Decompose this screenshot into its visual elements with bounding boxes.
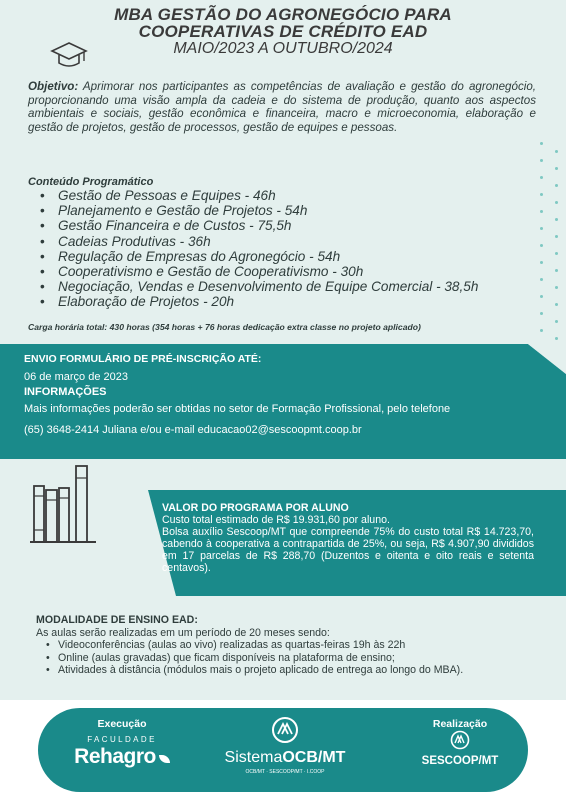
faculty-label: FACULDADE	[87, 735, 157, 744]
ocb-name: OCB/MT	[282, 749, 346, 766]
ocb-system-word: Sistema	[224, 749, 283, 766]
list-item: • Regulação de Empresas do Agronegócio - 54h	[58, 249, 548, 264]
teaching-mode-list	[36, 639, 546, 677]
total-hours: Carga horária total: 430 horas (354 horas + 76 horas dedicação extra classe no projeto aplicado)	[28, 322, 421, 332]
sescoop-logo-text: SESCOOP/MT	[421, 755, 499, 767]
registration-info	[24, 353, 544, 437]
objective-body: Aprimorar nos participantes as competências de avaliação e gestão do agronegócio, proporcionando uma visão ampla da cadeia e do sistema de produção, quanto aos aspectos ambientais e sociais, gestão econômica e financeira, macro e microeconomia, elaboração e gestão de projetos, gestão de processos, gestão de equipes e pessoas.	[28, 80, 536, 134]
list-item: • Planejamento e Gestão de Projetos - 54h	[58, 203, 548, 218]
ocb-emblem-icon	[270, 716, 300, 744]
course-dates: MAIO/2023 A OUTUBRO/2024	[173, 40, 393, 57]
leaf-icon	[159, 755, 170, 763]
rehagro-logo	[62, 745, 182, 769]
list-item: • Negociação, Vendas e Desenvolvimento de Equipe Comercial - 38,5h	[58, 279, 548, 294]
rehagro-wordmark: Rehagro	[74, 745, 156, 768]
list-item: • Online (aulas gravadas) que ficam disponíveis na plataforma de ensino;	[58, 652, 546, 665]
objective-text	[28, 80, 536, 134]
contact-text: (65) 3648-2414 Juliana e/ou e-mail educacao02@sescoopmt.coop.br	[24, 424, 362, 436]
registration-heading: ENVIO FORMULÁRIO DE PRÉ-INSCRIÇÃO ATÉ:	[24, 353, 262, 365]
price-total: Custo total estimado de R$ 19.931,60 por aluno.	[162, 514, 390, 526]
books-icon	[30, 460, 100, 560]
registration-date: 06 de março de 2023	[24, 371, 128, 383]
price-info	[162, 502, 534, 574]
program-list	[28, 188, 548, 310]
teaching-mode	[36, 614, 546, 677]
list-item: • Atividades à distância (módulos mais o projeto aplicado de entrega ao longo do MBA).	[58, 664, 546, 677]
price-details: Bolsa auxílio Sescoop/MT que compreende 75% do custo total R$ 14.723,70, cabendo à cooperativa a contrapartida de 25%, ou seja, R$ 4.907,90 divididos em 17 parcelas de R$ 288,70 (Duzentos e oitenta e oito reais e setenta centavos).	[162, 526, 534, 574]
title-line1: MBA GESTÃO DO AGRONEGÓCIO PARA	[114, 5, 452, 24]
execution-label: Execução	[97, 718, 147, 730]
ocb-subtitle: OCB/MT · SESCOOP/MT · I.COOP	[245, 769, 325, 775]
ocb-logo	[210, 716, 360, 775]
program-content-heading: Conteúdo Programático	[28, 176, 154, 188]
title-line2: COOPERATIVAS DE CRÉDITO EAD	[138, 22, 428, 41]
info-text: Mais informações poderão ser obtidas no setor de Formação Profissional, pelo telefone	[24, 403, 451, 415]
list-item: • Elaboração de Projetos - 20h	[58, 294, 548, 309]
teaching-mode-intro: As aulas serão realizadas em um período de 20 meses sendo:	[36, 626, 330, 639]
info-heading: INFORMAÇÕES	[24, 386, 107, 398]
teaching-mode-heading: MODALIDADE DE ENSINO EAD:	[36, 614, 198, 626]
decorative-dots	[555, 150, 561, 371]
realization-label: Realização	[432, 718, 488, 730]
list-item: • Videoconferências (aulas ao vivo) realizadas as quartas-feiras 19h às 22h	[58, 639, 546, 652]
objective-label: Objetivo:	[28, 80, 79, 93]
list-item: • Cadeias Produtivas - 36h	[58, 234, 548, 249]
price-heading: VALOR DO PROGRAMA POR ALUNO	[162, 502, 349, 514]
list-item: • Cooperativismo e Gestão de Cooperativismo - 30h	[58, 264, 548, 279]
sescoop-emblem-icon	[449, 730, 471, 750]
graduation-cap-icon	[50, 40, 88, 70]
list-item: • Gestão de Pessoas e Equipes - 46h	[58, 188, 548, 203]
execution-partner	[62, 718, 182, 769]
program-content	[28, 176, 548, 310]
list-item: • Gestão Financeira e de Custos - 75,5h	[58, 218, 548, 233]
realization-partner	[400, 718, 520, 767]
